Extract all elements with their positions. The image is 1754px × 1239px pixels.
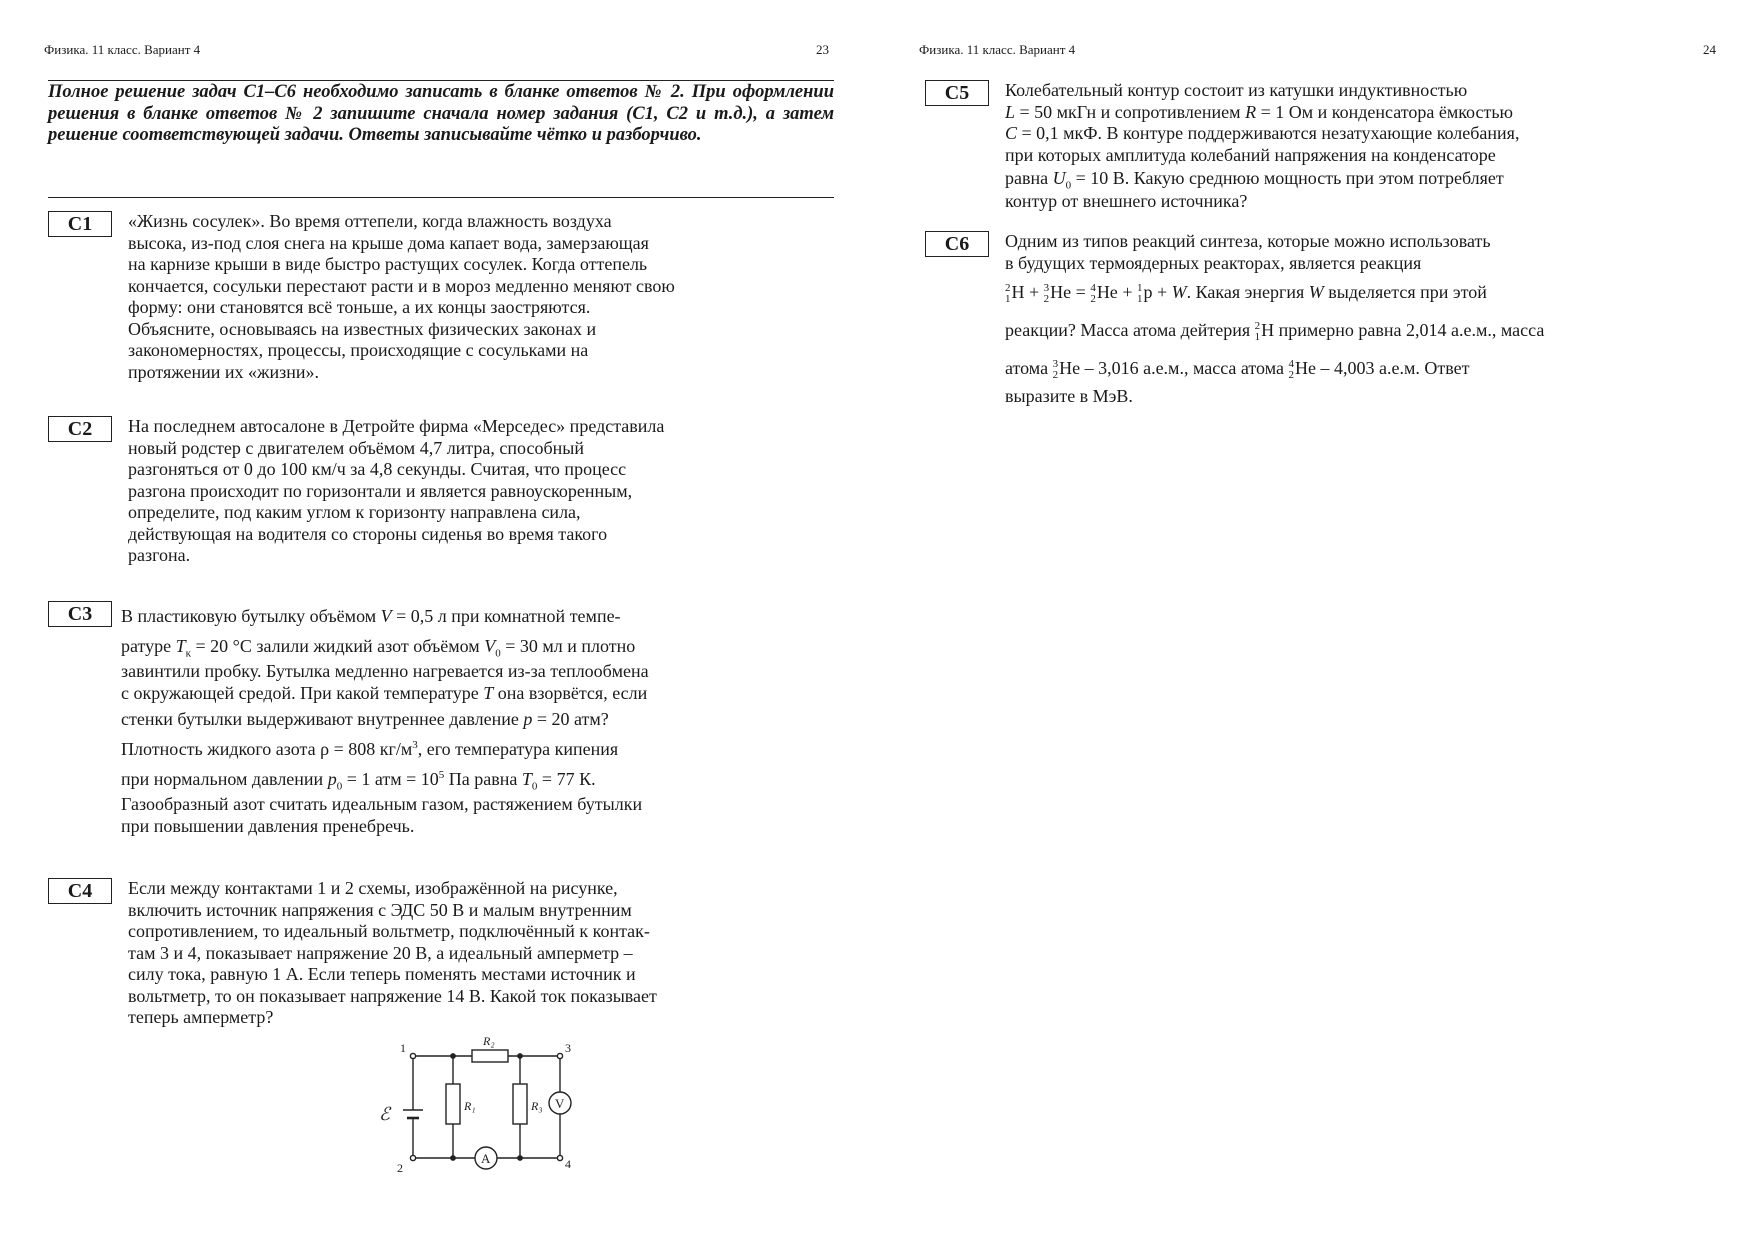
- running-header-title: Физика. 11 класс. Вариант 4: [919, 42, 1076, 57]
- text-line: протяжении их «жизни».: [128, 361, 319, 382]
- text-line: кончается, сосульки перестают расти и в мороз медленно меняют свою: [128, 275, 675, 296]
- text-line: выразите в МэВ.: [1005, 386, 1133, 406]
- circuit-diagram: [375, 1018, 595, 1173]
- running-header-title: Физика. 11 класс. Вариант 4: [44, 42, 201, 57]
- text-line: Одним из типов реакций синтеза, которые можно использовать: [1005, 231, 1491, 251]
- terminal-3: [557, 1053, 562, 1058]
- junction-dot: [451, 1054, 455, 1058]
- isotope-proton: 1 1: [1136, 281, 1143, 305]
- task-text: [128, 211, 835, 383]
- text-line: определите, под каким углом к горизонту направлена сила,: [128, 502, 581, 522]
- r2-label: R₂: [483, 1034, 495, 1048]
- node-label-1: 1: [400, 1041, 406, 1055]
- task-text: [1005, 80, 1716, 213]
- text-line: L = 50 мкГн и сопротивлением R = 1 Ом и конденсатора ёмкостью: [1005, 101, 1514, 122]
- task-label: С3: [48, 601, 112, 627]
- r1-label: R₁: [464, 1099, 476, 1113]
- emf-label: ℰ: [379, 1104, 390, 1124]
- text-line: форму: они становятся всё тоньше, а их концы заостряются.: [128, 297, 591, 317]
- text-line: при которых амплитуда колебаний напряжения на конденсаторе: [1005, 144, 1496, 165]
- isotope-helium3: 3 2: [1043, 281, 1050, 305]
- text-line: контур от внешнего источника?: [1005, 191, 1248, 211]
- instructions-paragraph: Полное решение задач С1–С6 необходимо записать в бланке ответов № 2. При оформлении решения в бланке ответов № 2 запишите сначала номер задания (С1, С2 и т.д.), а затем решение соответствующей задачи. Ответы записывайте чётко и разборчиво.: [48, 82, 834, 145]
- top-rule: [48, 80, 834, 81]
- page-number: 24: [1703, 42, 1716, 57]
- ammeter-label: A: [481, 1151, 491, 1166]
- junction-dot: [518, 1156, 522, 1160]
- text-line: Газообразный азот считать идеальным газом, растяжением бутылки: [121, 794, 643, 814]
- text-line: новый родстер с двигателем объёмом 4,7 литра, способный: [128, 437, 584, 458]
- reaction-line: 2 1H + 3 2He = 4 2He + 1 1p + W. Какая энергия W выделяется при этой: [1005, 281, 1487, 305]
- isotope-deuterium: 2 1: [1254, 319, 1261, 343]
- task-label: С2: [48, 416, 112, 442]
- text-line: ратуре $T_к = 20$ °С залили жидкий азот объёмом $V_0 = 30$ мл и плотно: [121, 636, 636, 660]
- task-text: [128, 878, 835, 1029]
- text-line: Если между контактами 1 и 2 схемы, изображённой на рисунке,: [128, 878, 618, 898]
- text-line: вольтметр, то он показывает напряжение 14 В. Какой ток показывает: [128, 985, 657, 1006]
- text-line: завинтили пробку. Бутылка медленно нагревается из-за теплообмена: [121, 661, 649, 681]
- task-label: С5: [925, 80, 989, 106]
- text-line: C = 0,1 мкФ. В контуре поддерживаются незатухающие колебания,: [1005, 123, 1520, 143]
- text-line: разгона происходит по горизонтали и является равноускоренным,: [128, 480, 633, 501]
- resistor-r3: [513, 1084, 527, 1124]
- terminal-2: [410, 1155, 415, 1160]
- text-line: разгона.: [128, 545, 191, 565]
- node-label-2: 2: [397, 1161, 403, 1173]
- terminal-4: [557, 1155, 562, 1160]
- text-line: «Жизнь сосулек». Во время оттепели, когда влажность воздуха: [128, 211, 612, 231]
- isotope-deuterium: 2 1: [1005, 281, 1011, 305]
- text-line: закономерностях, процессы, происходящие с сосульками на: [128, 340, 589, 360]
- text-line: стенки бутылки выдерживают внутреннее давление p = 20 атм?: [121, 709, 609, 729]
- text-line: на карнизе крыши в виде быстро растущих сосулек. Когда оттепель: [128, 254, 648, 274]
- text-line: при нормальном давлении $p_0 = 1$ атм = $10^5$ Па равна $T_0 = 77$ К.: [121, 769, 596, 793]
- text-line: реакции? Масса атома дейтерия 2 1H примерно равна 2,014 а.е.м., масса: [1005, 319, 1545, 343]
- text-line: В пластиковую бутылку объёмом V = 0,5 л при комнатной темпе-: [121, 606, 621, 626]
- r3-label: R₃: [531, 1099, 543, 1113]
- text-line: атома 3 2He – 3,016 а.е.м., масса атома 4 2He – 4,003 а.е.м. Ответ: [1005, 357, 1470, 381]
- bottom-rule: [48, 197, 834, 198]
- text-line: Объясните, основываясь на известных физических законах и: [128, 318, 597, 339]
- page-number: 23: [816, 42, 829, 57]
- text-line: Плотность жидкого азота ρ = 808 $кг/м^3$, его температура кипения: [121, 739, 619, 759]
- isotope-helium3: 3 2: [1052, 357, 1059, 381]
- node-label-3: 3: [565, 1041, 571, 1055]
- text-line: в будущих термоядерных реакторах, является реакция: [1005, 252, 1422, 273]
- task-text: [128, 416, 835, 567]
- text-line: Колебательный контур состоит из катушки индуктивностью: [1005, 80, 1468, 100]
- terminal-1: [410, 1053, 415, 1058]
- text-line: высока, из-под слоя снега на крыше дома капает вода, замерзающая: [128, 232, 649, 253]
- right-page: [877, 0, 1754, 1239]
- text-line: сопротивлением, то идеальный вольтметр, подключённый к контак-: [128, 921, 650, 941]
- voltmeter-label: V: [555, 1096, 565, 1111]
- node-label-4: 4: [565, 1157, 571, 1171]
- task-text: [1005, 231, 1716, 408]
- text-line: включить источник напряжения с ЭДС 50 В и малым внутренним: [128, 899, 632, 920]
- task-text: [121, 601, 833, 837]
- junction-dot: [518, 1054, 522, 1058]
- text-line: силу тока, равную 1 А. Если теперь поменять местами источник и: [128, 964, 636, 984]
- task-label: С1: [48, 211, 112, 237]
- isotope-helium4: 4 2: [1288, 357, 1294, 381]
- junction-dot: [451, 1156, 455, 1160]
- text-line: при повышении давления пренебречь.: [121, 815, 415, 836]
- text-line: там 3 и 4, показывает напряжение 20 В, а идеальный амперметр –: [128, 942, 633, 963]
- resistor-r1: [446, 1084, 460, 1124]
- text-line: теперь амперметр?: [128, 1007, 274, 1027]
- text-line: равна $U_0 = 10$ В. Какую среднюю мощность при этом потребляет: [1005, 168, 1504, 192]
- isotope-helium4: 4 2: [1090, 281, 1096, 305]
- text-line: с окружающей средой. При какой температуре T она взорвётся, если: [121, 682, 648, 703]
- text-line: На последнем автосалоне в Детройте фирма «Мерседес» представила: [128, 416, 665, 436]
- text-line: разгоняться от 0 до 100 км/ч за 4,8 секунды. Считая, что процесс: [128, 459, 627, 479]
- task-label: С6: [925, 231, 989, 257]
- text-line: действующая на водителя со стороны сиденья во время такого: [128, 523, 608, 544]
- task-label: С4: [48, 878, 112, 904]
- resistor-r2: [472, 1050, 508, 1062]
